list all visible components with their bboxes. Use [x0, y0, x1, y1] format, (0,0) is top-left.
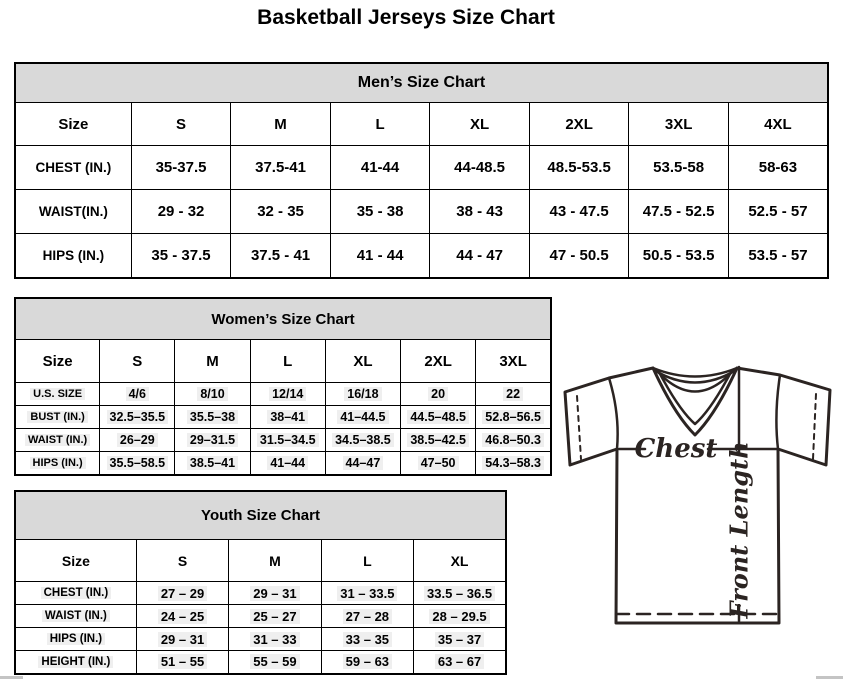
row-label-text: WAIST (IN.) [25, 434, 90, 446]
column-header-xl: XL [325, 340, 400, 383]
size-value: 35.5–38 [187, 410, 238, 424]
size-value: 38.5–41 [187, 456, 238, 470]
size-value: 31 – 33 [250, 632, 299, 647]
size-cell [175, 429, 250, 452]
table-row [15, 452, 551, 475]
size-value: 35 – 37 [435, 632, 484, 647]
size-value: 47–50 [418, 456, 459, 470]
table-row [15, 582, 506, 605]
table-row [15, 234, 828, 278]
size-value: 55 – 59 [250, 654, 299, 669]
size-cell [414, 628, 506, 651]
size-cell [414, 651, 506, 674]
size-cell: 35 - 38 [330, 190, 430, 234]
row-label: HIPS (IN.) [15, 234, 131, 278]
size-cell [476, 406, 551, 429]
size-value: 4/6 [126, 387, 149, 401]
size-value: 51 – 55 [158, 654, 207, 669]
size-cell [100, 383, 175, 406]
armhole-seam-icon [776, 375, 780, 449]
womens-size-chart-table [14, 297, 552, 476]
size-value: 46.8–50.3 [482, 433, 544, 447]
column-header-2xl: 2XL [401, 340, 476, 383]
size-value: 33.5 – 36.5 [424, 586, 495, 601]
size-cell [100, 429, 175, 452]
table-row [15, 383, 551, 406]
page-title: Basketball Jerseys Size Chart [257, 6, 555, 29]
size-cell: 35-37.5 [131, 146, 231, 190]
size-cell [476, 452, 551, 475]
size-corner-label: Size [15, 340, 100, 383]
armhole-seam-icon [609, 378, 618, 449]
size-value: 35.5–58.5 [107, 456, 169, 470]
row-label [15, 383, 100, 406]
column-header-l: L [321, 540, 413, 582]
size-value: 29–31.5 [187, 433, 238, 447]
size-value: 63 – 67 [435, 654, 484, 669]
size-cell [321, 628, 413, 651]
size-cell [325, 429, 400, 452]
row-label-text: CHEST (IN.) [41, 587, 112, 599]
row-label-text: HEIGHT (IN.) [38, 656, 113, 668]
column-header-4xl: 4XL [728, 103, 828, 146]
size-value: 34.5–38.5 [332, 433, 394, 447]
size-value: 31 – 33.5 [337, 586, 397, 601]
size-cell: 52.5 - 57 [728, 190, 828, 234]
size-cell [100, 406, 175, 429]
mens-size-chart-table [14, 62, 829, 279]
size-cell: 32 - 35 [231, 190, 331, 234]
size-cell: 41 - 44 [330, 234, 430, 278]
size-cell: 47 - 50.5 [529, 234, 629, 278]
size-cell [229, 628, 321, 651]
table-row [15, 628, 506, 651]
table-row [15, 406, 551, 429]
size-cell [325, 383, 400, 406]
row-label [15, 406, 100, 429]
size-cell [325, 452, 400, 475]
size-cell [321, 651, 413, 674]
youth-chart-title: Youth Size Chart [15, 491, 506, 540]
column-header-xl: XL [414, 540, 506, 582]
size-cell [401, 429, 476, 452]
column-header-3xl: 3XL [629, 103, 729, 146]
row-label-text: WAIST (IN.) [42, 610, 110, 622]
column-header-s: S [131, 103, 231, 146]
size-cell: 38 - 43 [430, 190, 530, 234]
size-cell [321, 605, 413, 628]
column-header-m: M [229, 540, 321, 582]
size-cell [175, 406, 250, 429]
front-length-label: Front Length [724, 441, 754, 619]
size-cell: 47.5 - 52.5 [629, 190, 729, 234]
mens-chart-title: Men’s Size Chart [15, 63, 828, 103]
size-cell [136, 628, 228, 651]
size-cell [414, 605, 506, 628]
column-header-s: S [136, 540, 228, 582]
column-header-m: M [175, 340, 250, 383]
size-value: 29 – 31 [158, 632, 207, 647]
size-value: 27 – 29 [158, 586, 207, 601]
size-cell [136, 582, 228, 605]
size-cell [325, 406, 400, 429]
row-label [15, 628, 136, 651]
size-value: 20 [428, 387, 448, 401]
column-header-3xl: 3XL [476, 340, 551, 383]
cuff-stitch-icon [813, 394, 816, 459]
column-header-m: M [231, 103, 331, 146]
size-value: 25 – 27 [250, 609, 299, 624]
size-cell [401, 383, 476, 406]
table-row [15, 429, 551, 452]
size-value: 31.5–34.5 [257, 433, 319, 447]
size-corner-label: Size [15, 540, 136, 582]
size-cell [250, 429, 325, 452]
size-cell [401, 406, 476, 429]
size-corner-label: Size [15, 103, 131, 146]
row-label [15, 452, 100, 475]
row-label [15, 429, 100, 452]
row-label-text: HIPS (IN.) [30, 457, 86, 469]
size-cell [401, 452, 476, 475]
size-cell [476, 383, 551, 406]
size-value: 33 – 35 [343, 632, 392, 647]
size-cell [250, 383, 325, 406]
size-value: 44.5–48.5 [407, 410, 469, 424]
size-cell [175, 383, 250, 406]
row-label [15, 605, 136, 628]
size-value: 24 – 25 [158, 609, 207, 624]
size-value: 16/18 [344, 387, 381, 401]
jersey-measurement-diagram [558, 358, 840, 626]
jersey-outline-icon [565, 368, 830, 623]
row-label [15, 651, 136, 674]
size-value: 27 – 28 [343, 609, 392, 624]
size-cell [229, 605, 321, 628]
size-value: 38–41 [267, 410, 308, 424]
size-value: 8/10 [197, 387, 227, 401]
size-cell [321, 582, 413, 605]
youth-size-chart-table [14, 490, 507, 675]
row-label-text: BUST (IN.) [27, 411, 87, 423]
size-value: 12/14 [269, 387, 306, 401]
size-cell [136, 605, 228, 628]
size-cell: 48.5-53.5 [529, 146, 629, 190]
table-row [15, 605, 506, 628]
table-row [15, 190, 828, 234]
cuff-stitch-icon [577, 396, 581, 459]
size-cell: 37.5 - 41 [231, 234, 331, 278]
size-cell [250, 406, 325, 429]
size-cell: 53.5-58 [629, 146, 729, 190]
size-value: 41–44 [267, 456, 308, 470]
size-cell: 58-63 [728, 146, 828, 190]
size-cell [414, 582, 506, 605]
size-cell: 35 - 37.5 [131, 234, 231, 278]
table-row [15, 146, 828, 190]
size-value: 59 – 63 [343, 654, 392, 669]
size-cell [476, 429, 551, 452]
size-value: 32.5–35.5 [107, 410, 169, 424]
column-header-2xl: 2XL [529, 103, 629, 146]
size-value: 38.5–42.5 [407, 433, 469, 447]
row-label: CHEST (IN.) [15, 146, 131, 190]
size-cell [136, 651, 228, 674]
column-header-l: L [250, 340, 325, 383]
size-cell: 37.5-41 [231, 146, 331, 190]
size-value: 28 – 29.5 [429, 609, 489, 624]
size-value: 29 – 31 [250, 586, 299, 601]
size-value: 54.3–58.3 [482, 456, 544, 470]
column-header-s: S [100, 340, 175, 383]
size-cell: 53.5 - 57 [728, 234, 828, 278]
row-label [15, 582, 136, 605]
column-header-xl: XL [430, 103, 530, 146]
row-label-text: HIPS (IN.) [47, 633, 105, 645]
table-row [15, 651, 506, 674]
size-value: 52.8–56.5 [482, 410, 544, 424]
row-label-text: U.S. SIZE [30, 388, 85, 400]
size-cell: 44 - 47 [430, 234, 530, 278]
size-value: 22 [503, 387, 523, 401]
size-cell [250, 452, 325, 475]
size-cell: 43 - 47.5 [529, 190, 629, 234]
size-cell [229, 651, 321, 674]
column-header-l: L [330, 103, 430, 146]
size-cell [175, 452, 250, 475]
size-value: 44–47 [343, 456, 384, 470]
size-cell [229, 582, 321, 605]
size-cell: 29 - 32 [131, 190, 231, 234]
womens-chart-title: Women’s Size Chart [15, 298, 551, 340]
chest-label: Chest [634, 434, 718, 464]
size-value: 41–44.5 [337, 410, 388, 424]
size-cell: 50.5 - 53.5 [629, 234, 729, 278]
size-cell: 41-44 [330, 146, 430, 190]
row-label: WAIST(IN.) [15, 190, 131, 234]
size-cell [100, 452, 175, 475]
size-cell: 44-48.5 [430, 146, 530, 190]
size-value: 26–29 [117, 433, 158, 447]
